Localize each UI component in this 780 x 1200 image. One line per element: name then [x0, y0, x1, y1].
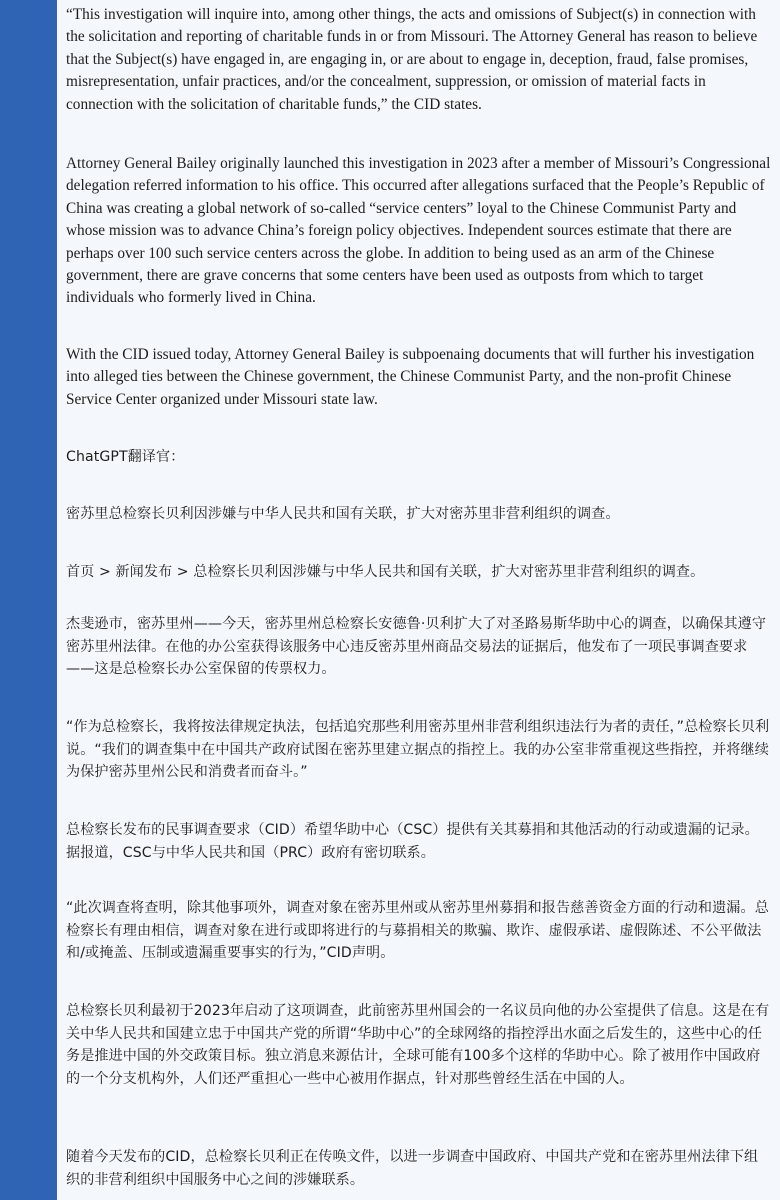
paragraph-zh-headline: 密苏里总检察长贝利因涉嫌与中华人民共和国有关联，扩大对密苏里非营利组织的调查。: [66, 506, 620, 522]
translator-label: ChatGPT翻译官：: [66, 449, 185, 465]
paragraph-zh-subpoena: 随着今天发布的CID，总检察长贝利正在传唤文件，以进一步调查中国政府、中国共产党和在密苏里州法律下组织的非营利组织中国服务中心之间的涉嫌联系。: [66, 1149, 759, 1188]
left-accent-bar: [0, 0, 57, 1200]
paragraph-zh-background: 总检察长贝利最初于2023年启动了这项调查，此前密苏里州国会的一名议员向他的办公室提供了信息。这是在有关中华人民共和国建立忠于中国共产党的所谓“华助中心”的全球网络的指控浮出水面之后发生的，这些中心的任务是推进中国的外交政策目标。独立消息来源估计，全球可能有100多个这样的华助中心。除了被用作中国政府的一个分支机构外，人们还严重担心一些中心被用作据点，针对那些曾经生活在中国的人。: [66, 1003, 770, 1087]
paragraph-en-subpoena: With the CID issued today, Attorney General Bailey is subpoenaing documents that will further his investigation into alleged ties between the Chinese government, the Chinese Communist Party, and the non-profit Chinese Service Center organized under Missouri state law.: [66, 346, 755, 408]
paragraph-zh-intro: 杰斐逊市，密苏里州——今天，密苏里州总检察长安德鲁·贝利扩大了对圣路易斯华助中心的调查，以确保其遵守密苏里州法律。在他的办公室获得该服务中心违反密苏里州商品交易法的证据后，他发布了一项民事调查要求——这是总检察长办公室保留的传票权力。: [66, 616, 767, 677]
paragraph-zh-cid-quote: “此次调查将查明，除其他事项外，调查对象在密苏里州或从密苏里州募捐和报告慈善资金方面的行动和遗漏。总检察长有理由相信，调查对象在进行或即将进行的与募捐相关的欺骗、欺诈、虚假承诺、虚假陈述、不公平做法和/或掩盖、压制或遗漏重要事实的行为，”CID声明。: [66, 900, 769, 961]
paragraph-zh-breadcrumb: 首页 > 新闻发布 > 总检察长贝利因涉嫌与中华人民共和国有关联，扩大对密苏里非营利组织的调查。: [66, 564, 705, 580]
paragraph-en-background: Attorney General Bailey originally launched this investigation in 2023 after a member of Missouri’s Congressional delegation referred information to his office. This occurred after allegations surfaced that the People’s Republic of China was creating a global network of so-called “service centers” loyal to the Chinese Communist Party and whose mission was to advance China’s foreign policy objectives. Independent sources estimate that there are perhaps over 100 such service centers across the globe. In addition to being used as an arm of the Chinese government, there are grave concerns that some centers have been used as outposts from which to target individuals who formerly lived in China.: [66, 155, 771, 307]
paragraph-en-cid-quote: “This investigation will inquire into, among other things, the acts and omissions of Subject(s) in connection with the solicitation and reporting of charitable funds in or from Missouri. The Attorney General has reason to believe that the Subject(s) have engaged in, are engaging in, or are about to engage in, deception, fraud, false promises, misrepresentation, unfair practices, and/or the concealment, suppression, or omission of material facts in connection with the solicitation of charitable funds,” the CID states.: [66, 6, 758, 113]
paragraph-zh-cid: 总检察长发布的民事调查要求（CID）希望华助中心（CSC）提供有关其募捐和其他活动的行动或遗漏的记录。据报道，CSC与中华人民共和国（PRC）政府有密切联系。: [66, 822, 759, 861]
article-body: [66, 0, 772, 1200]
paragraph-zh-quote: “作为总检察长，我将按法律规定执法，包括追究那些利用密苏里州非营利组织违法行为者的责任，”总检察长贝利说。“我们的调查集中在中国共产政府试图在密苏里建立据点的指控上。我的办公室非常重视这些指控，并将继续为保护密苏里州公民和消费者而奋斗。”: [66, 719, 770, 780]
